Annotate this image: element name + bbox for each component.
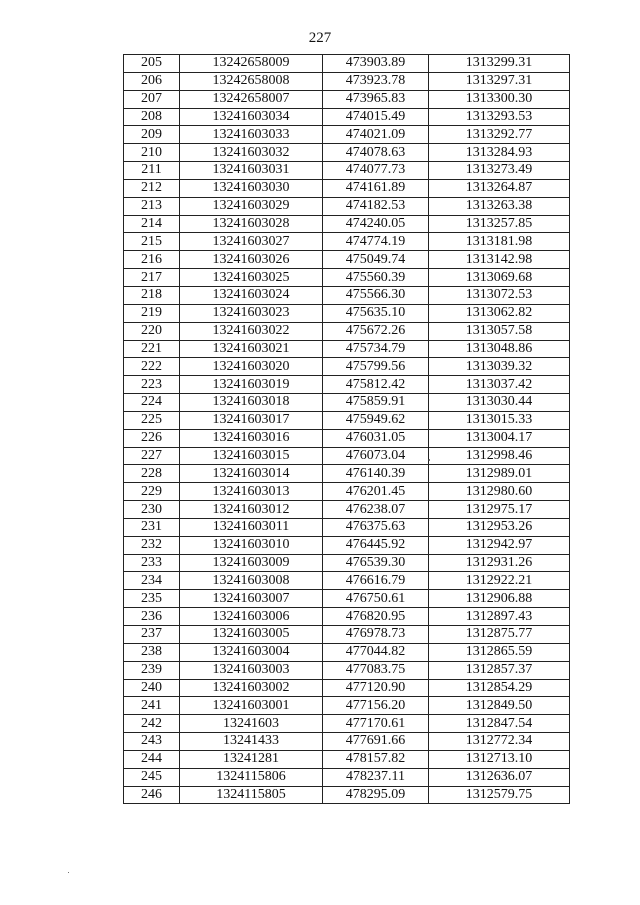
point-id-cell: 13241603028 bbox=[180, 215, 323, 233]
x-coordinate-cell: 475859.91 bbox=[323, 394, 429, 412]
x-coordinate-cell: 476820.95 bbox=[323, 608, 429, 626]
point-id-cell: 13241603013 bbox=[180, 483, 323, 501]
table-row bbox=[124, 465, 570, 483]
row-number-cell: 223 bbox=[124, 376, 180, 394]
point-id-cell: 13241603001 bbox=[180, 697, 323, 715]
row-number-cell: 236 bbox=[124, 608, 180, 626]
table-row bbox=[124, 411, 570, 429]
y-coordinate-cell: 1312857.37 bbox=[429, 661, 570, 679]
x-coordinate-cell: 475566.30 bbox=[323, 286, 429, 304]
point-id-cell: 13241603005 bbox=[180, 626, 323, 644]
x-coordinate-cell: 473965.83 bbox=[323, 90, 429, 108]
row-number-cell: 218 bbox=[124, 286, 180, 304]
x-coordinate-cell: 473903.89 bbox=[323, 55, 429, 73]
table-row bbox=[124, 750, 570, 768]
table-row bbox=[124, 144, 570, 162]
row-number-cell: 228 bbox=[124, 465, 180, 483]
y-coordinate-cell: 1313181.98 bbox=[429, 233, 570, 251]
point-id-cell: 13241603017 bbox=[180, 411, 323, 429]
y-coordinate-cell: 1312636.07 bbox=[429, 768, 570, 786]
point-id-cell: 13241603004 bbox=[180, 643, 323, 661]
point-id-cell: 13241603003 bbox=[180, 661, 323, 679]
point-id-cell: 13241603031 bbox=[180, 162, 323, 180]
y-coordinate-cell: 1313299.31 bbox=[429, 55, 570, 73]
point-id-cell: 13242658008 bbox=[180, 72, 323, 90]
x-coordinate-cell: 474078.63 bbox=[323, 144, 429, 162]
coordinate-table-body bbox=[124, 55, 570, 804]
table-row bbox=[124, 626, 570, 644]
table-row bbox=[124, 126, 570, 144]
y-coordinate-cell: 1313263.38 bbox=[429, 197, 570, 215]
x-coordinate-cell: 478295.09 bbox=[323, 786, 429, 804]
table-row bbox=[124, 376, 570, 394]
point-id-cell: 13241603015 bbox=[180, 447, 323, 465]
row-number-cell: 206 bbox=[124, 72, 180, 90]
table-row bbox=[124, 768, 570, 786]
table-row bbox=[124, 322, 570, 340]
y-coordinate-cell: 1312998.46 bbox=[429, 447, 570, 465]
y-coordinate-cell: 1313142.98 bbox=[429, 251, 570, 269]
point-id-cell: 13241603024 bbox=[180, 286, 323, 304]
row-number-cell: 235 bbox=[124, 590, 180, 608]
table-row bbox=[124, 483, 570, 501]
point-id-cell: 13241603009 bbox=[180, 554, 323, 572]
row-number-cell: 242 bbox=[124, 715, 180, 733]
point-id-cell: 13241603030 bbox=[180, 179, 323, 197]
x-coordinate-cell: 476750.61 bbox=[323, 590, 429, 608]
x-coordinate-cell: 478157.82 bbox=[323, 750, 429, 768]
table-row bbox=[124, 447, 570, 465]
x-coordinate-cell: 476445.92 bbox=[323, 536, 429, 554]
row-number-cell: 246 bbox=[124, 786, 180, 804]
y-coordinate-cell: 1312989.01 bbox=[429, 465, 570, 483]
y-coordinate-cell: 1312579.75 bbox=[429, 786, 570, 804]
point-id-cell: 13241281 bbox=[180, 750, 323, 768]
x-coordinate-cell: 478237.11 bbox=[323, 768, 429, 786]
table-row bbox=[124, 90, 570, 108]
point-id-cell: 13242658009 bbox=[180, 55, 323, 73]
x-coordinate-cell: 477691.66 bbox=[323, 733, 429, 751]
row-number-cell: 229 bbox=[124, 483, 180, 501]
y-coordinate-cell: 1313072.53 bbox=[429, 286, 570, 304]
row-number-cell: 219 bbox=[124, 304, 180, 322]
x-coordinate-cell: 476201.45 bbox=[323, 483, 429, 501]
y-coordinate-cell: 1313048.86 bbox=[429, 340, 570, 358]
x-coordinate-cell: 476073.04 bbox=[323, 447, 429, 465]
row-number-cell: 212 bbox=[124, 179, 180, 197]
table-row bbox=[124, 162, 570, 180]
y-coordinate-cell: 1312931.26 bbox=[429, 554, 570, 572]
point-id-cell: 13241603014 bbox=[180, 465, 323, 483]
scan-speck bbox=[428, 459, 430, 461]
row-number-cell: 207 bbox=[124, 90, 180, 108]
row-number-cell: 217 bbox=[124, 269, 180, 287]
point-id-cell: 13241603012 bbox=[180, 501, 323, 519]
table-row bbox=[124, 733, 570, 751]
y-coordinate-cell: 1312875.77 bbox=[429, 626, 570, 644]
x-coordinate-cell: 477120.90 bbox=[323, 679, 429, 697]
table-row bbox=[124, 108, 570, 126]
row-number-cell: 225 bbox=[124, 411, 180, 429]
y-coordinate-cell: 1313069.68 bbox=[429, 269, 570, 287]
x-coordinate-cell: 476375.63 bbox=[323, 518, 429, 536]
row-number-cell: 216 bbox=[124, 251, 180, 269]
y-coordinate-cell: 1313037.42 bbox=[429, 376, 570, 394]
point-id-cell: 13241603034 bbox=[180, 108, 323, 126]
row-number-cell: 237 bbox=[124, 626, 180, 644]
coordinate-table bbox=[123, 54, 570, 804]
table-row bbox=[124, 286, 570, 304]
point-id-cell: 1324115805 bbox=[180, 786, 323, 804]
row-number-cell: 233 bbox=[124, 554, 180, 572]
point-id-cell: 13241603011 bbox=[180, 518, 323, 536]
y-coordinate-cell: 1312865.59 bbox=[429, 643, 570, 661]
point-id-cell: 13241603026 bbox=[180, 251, 323, 269]
x-coordinate-cell: 473923.78 bbox=[323, 72, 429, 90]
y-coordinate-cell: 1312922.21 bbox=[429, 572, 570, 590]
table-row bbox=[124, 215, 570, 233]
x-coordinate-cell: 476140.39 bbox=[323, 465, 429, 483]
point-id-cell: 13241603021 bbox=[180, 340, 323, 358]
row-number-cell: 230 bbox=[124, 501, 180, 519]
y-coordinate-cell: 1312942.97 bbox=[429, 536, 570, 554]
x-coordinate-cell: 474774.19 bbox=[323, 233, 429, 251]
row-number-cell: 234 bbox=[124, 572, 180, 590]
point-id-cell: 13241603020 bbox=[180, 358, 323, 376]
x-coordinate-cell: 477156.20 bbox=[323, 697, 429, 715]
y-coordinate-cell: 1313062.82 bbox=[429, 304, 570, 322]
point-id-cell: 13241603018 bbox=[180, 394, 323, 412]
y-coordinate-cell: 1313300.30 bbox=[429, 90, 570, 108]
row-number-cell: 227 bbox=[124, 447, 180, 465]
table-row bbox=[124, 358, 570, 376]
x-coordinate-cell: 476616.79 bbox=[323, 572, 429, 590]
table-row bbox=[124, 536, 570, 554]
y-coordinate-cell: 1313039.32 bbox=[429, 358, 570, 376]
row-number-cell: 232 bbox=[124, 536, 180, 554]
table-row bbox=[124, 269, 570, 287]
table-row bbox=[124, 394, 570, 412]
x-coordinate-cell: 476539.30 bbox=[323, 554, 429, 572]
y-coordinate-cell: 1313292.77 bbox=[429, 126, 570, 144]
row-number-cell: 220 bbox=[124, 322, 180, 340]
y-coordinate-cell: 1312897.43 bbox=[429, 608, 570, 626]
y-coordinate-cell: 1313004.17 bbox=[429, 429, 570, 447]
y-coordinate-cell: 1312854.29 bbox=[429, 679, 570, 697]
table-row bbox=[124, 554, 570, 572]
x-coordinate-cell: 475635.10 bbox=[323, 304, 429, 322]
y-coordinate-cell: 1313284.93 bbox=[429, 144, 570, 162]
x-coordinate-cell: 475949.62 bbox=[323, 411, 429, 429]
table-row bbox=[124, 661, 570, 679]
row-number-cell: 244 bbox=[124, 750, 180, 768]
table-row bbox=[124, 697, 570, 715]
table-row bbox=[124, 643, 570, 661]
scan-speck bbox=[68, 872, 69, 873]
y-coordinate-cell: 1312975.17 bbox=[429, 501, 570, 519]
table-row bbox=[124, 340, 570, 358]
x-coordinate-cell: 475049.74 bbox=[323, 251, 429, 269]
y-coordinate-cell: 1312772.34 bbox=[429, 733, 570, 751]
x-coordinate-cell: 474182.53 bbox=[323, 197, 429, 215]
point-id-cell: 13241603027 bbox=[180, 233, 323, 251]
point-id-cell: 13241603023 bbox=[180, 304, 323, 322]
point-id-cell: 13241603032 bbox=[180, 144, 323, 162]
y-coordinate-cell: 1312906.88 bbox=[429, 590, 570, 608]
page-number: 227 bbox=[308, 30, 332, 46]
row-number-cell: 211 bbox=[124, 162, 180, 180]
table-row bbox=[124, 715, 570, 733]
y-coordinate-cell: 1312980.60 bbox=[429, 483, 570, 501]
row-number-cell: 231 bbox=[124, 518, 180, 536]
table-row bbox=[124, 679, 570, 697]
table-row bbox=[124, 590, 570, 608]
point-id-cell: 13241603 bbox=[180, 715, 323, 733]
row-number-cell: 241 bbox=[124, 697, 180, 715]
x-coordinate-cell: 474015.49 bbox=[323, 108, 429, 126]
x-coordinate-cell: 477170.61 bbox=[323, 715, 429, 733]
y-coordinate-cell: 1313015.33 bbox=[429, 411, 570, 429]
row-number-cell: 221 bbox=[124, 340, 180, 358]
table-row bbox=[124, 179, 570, 197]
row-number-cell: 226 bbox=[124, 429, 180, 447]
x-coordinate-cell: 474021.09 bbox=[323, 126, 429, 144]
row-number-cell: 215 bbox=[124, 233, 180, 251]
y-coordinate-cell: 1312713.10 bbox=[429, 750, 570, 768]
table-row bbox=[124, 304, 570, 322]
y-coordinate-cell: 1313030.44 bbox=[429, 394, 570, 412]
point-id-cell: 13241603008 bbox=[180, 572, 323, 590]
row-number-cell: 210 bbox=[124, 144, 180, 162]
row-number-cell: 239 bbox=[124, 661, 180, 679]
y-coordinate-cell: 1313257.85 bbox=[429, 215, 570, 233]
row-number-cell: 205 bbox=[124, 55, 180, 73]
point-id-cell: 13241603033 bbox=[180, 126, 323, 144]
row-number-cell: 208 bbox=[124, 108, 180, 126]
y-coordinate-cell: 1313297.31 bbox=[429, 72, 570, 90]
x-coordinate-cell: 475672.26 bbox=[323, 322, 429, 340]
point-id-cell: 13241603019 bbox=[180, 376, 323, 394]
table-row bbox=[124, 72, 570, 90]
y-coordinate-cell: 1313293.53 bbox=[429, 108, 570, 126]
y-coordinate-cell: 1313057.58 bbox=[429, 322, 570, 340]
y-coordinate-cell: 1312849.50 bbox=[429, 697, 570, 715]
table-row bbox=[124, 429, 570, 447]
table-row bbox=[124, 251, 570, 269]
point-id-cell: 13241433 bbox=[180, 733, 323, 751]
table-row bbox=[124, 518, 570, 536]
table-row bbox=[124, 197, 570, 215]
x-coordinate-cell: 475560.39 bbox=[323, 269, 429, 287]
point-id-cell: 13241603002 bbox=[180, 679, 323, 697]
y-coordinate-cell: 1312847.54 bbox=[429, 715, 570, 733]
y-coordinate-cell: 1312953.26 bbox=[429, 518, 570, 536]
point-id-cell: 13241603010 bbox=[180, 536, 323, 554]
point-id-cell: 13241603006 bbox=[180, 608, 323, 626]
row-number-cell: 213 bbox=[124, 197, 180, 215]
x-coordinate-cell: 474077.73 bbox=[323, 162, 429, 180]
x-coordinate-cell: 475812.42 bbox=[323, 376, 429, 394]
table-row bbox=[124, 786, 570, 804]
point-id-cell: 13241603029 bbox=[180, 197, 323, 215]
x-coordinate-cell: 476031.05 bbox=[323, 429, 429, 447]
x-coordinate-cell: 474240.05 bbox=[323, 215, 429, 233]
x-coordinate-cell: 476238.07 bbox=[323, 501, 429, 519]
y-coordinate-cell: 1313264.87 bbox=[429, 179, 570, 197]
point-id-cell: 1324115806 bbox=[180, 768, 323, 786]
x-coordinate-cell: 476978.73 bbox=[323, 626, 429, 644]
x-coordinate-cell: 475799.56 bbox=[323, 358, 429, 376]
row-number-cell: 245 bbox=[124, 768, 180, 786]
table-row bbox=[124, 608, 570, 626]
row-number-cell: 222 bbox=[124, 358, 180, 376]
row-number-cell: 240 bbox=[124, 679, 180, 697]
point-id-cell: 13241603016 bbox=[180, 429, 323, 447]
point-id-cell: 13242658007 bbox=[180, 90, 323, 108]
x-coordinate-cell: 475734.79 bbox=[323, 340, 429, 358]
y-coordinate-cell: 1313273.49 bbox=[429, 162, 570, 180]
x-coordinate-cell: 477044.82 bbox=[323, 643, 429, 661]
table-row bbox=[124, 572, 570, 590]
table-row bbox=[124, 55, 570, 73]
point-id-cell: 13241603022 bbox=[180, 322, 323, 340]
row-number-cell: 238 bbox=[124, 643, 180, 661]
row-number-cell: 243 bbox=[124, 733, 180, 751]
x-coordinate-cell: 474161.89 bbox=[323, 179, 429, 197]
row-number-cell: 224 bbox=[124, 394, 180, 412]
table-row bbox=[124, 233, 570, 251]
point-id-cell: 13241603007 bbox=[180, 590, 323, 608]
x-coordinate-cell: 477083.75 bbox=[323, 661, 429, 679]
row-number-cell: 209 bbox=[124, 126, 180, 144]
table-row bbox=[124, 501, 570, 519]
point-id-cell: 13241603025 bbox=[180, 269, 323, 287]
row-number-cell: 214 bbox=[124, 215, 180, 233]
